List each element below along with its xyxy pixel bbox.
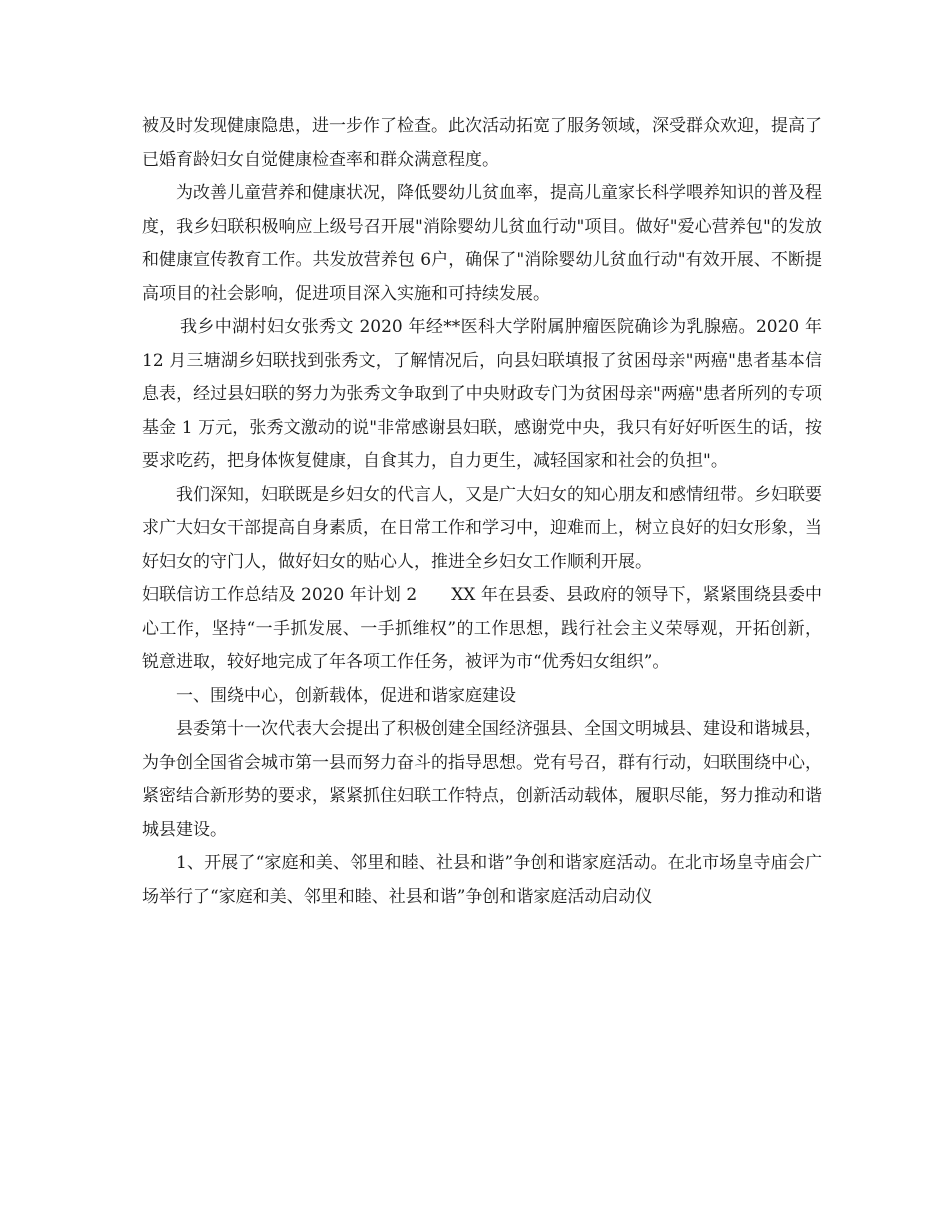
section-lead: XX 年在县委、县政府的领导下，紧紧围绕县委中心工作，坚持“一手抓发展、一手抓维权”的工作思想，践行社会主义荣辱观，开拓创新，锐意进取，较好地完成了年各项工作任务，被评为市“优秀妇女组织”。 — [142, 585, 823, 672]
paragraph-6: 县委第十一次代表大会提出了积极创建全国经济强县、全国文明城县、建设和谐城县，为争创全国省会城市第一县而努力奋斗的指导思想。党有号召，群有行动，妇联围绕中心，紧密结合新形势的要求，紧紧抓住妇联工作特点，创新活动载体，履职尽能，努力推动和谐城县建设。 — [142, 719, 822, 840]
paragraph-3: 我乡中湖村妇女张秀文 2020 年经**医科大学附属肿瘤医院确诊为乳腺癌。2020 年 12 月三塘湖乡妇联找到张秀文，了解情况后，向县妇联填报了贫困母亲"两癌"患者基本信息表，经过县妇联的努力为张秀文争取到了中央财政专门为贫困母亲"两癌"患者所列的专项基金 1 万元，张秀文激动的说"非常感谢县妇联，感谢党中央，我只有好好听医生的话，按要求吃药，把身体恢复健康，自食其力，自力更生，减轻国家和社会的负担"。 — [142, 317, 822, 471]
section-paragraph — [142, 579, 822, 680]
paragraph-7: 1、开展了“家庭和美、邻里和睦、社县和谐”争创和谐家庭活动。在北市场皇寺庙会广场举行了“家庭和美、邻里和睦、社县和谐”争创和谐家庭活动启动仪 — [142, 853, 822, 907]
paragraph-4: 我们深知，妇联既是乡妇女的代言人，又是广大妇女的知心朋友和感情纽带。乡妇联要求广大妇女干部提高自身素质，在日常工作和学习中，迎难而上，树立良好的妇女形象，当好妇女的守门人，做好妇女的贴心人，推进全乡妇女工作顺利开展。 — [142, 484, 822, 572]
heading-1: 一、围绕中心，创新载体，促进和谐家庭建设 — [176, 685, 516, 706]
paragraph-2: 为改善儿童营养和健康状况，降低婴幼儿贫血率，提高儿童家长科学喂养知识的普及程度，我乡妇联积极响应上级号召开展"消除婴幼儿贫血行动"项目。做好"爱心营养包"的发放和健康宣传教育工作。共发放营养包 6户，确保了"消除婴幼儿贫血行动"有效开展、不断提高项目的社会影响，促进项目深入实施和可持续发展。 — [142, 183, 822, 304]
document-page — [142, 110, 822, 914]
section-title: 妇联信访工作总结及 2020 年计划 2 — [142, 585, 418, 605]
paragraph-1: 被及时发现健康隐患，进一步作了检查。此次活动拓宽了服务领域，深受群众欢迎，提高了已婚育龄妇女自觉健康检查率和群众满意程度。 — [142, 116, 822, 170]
